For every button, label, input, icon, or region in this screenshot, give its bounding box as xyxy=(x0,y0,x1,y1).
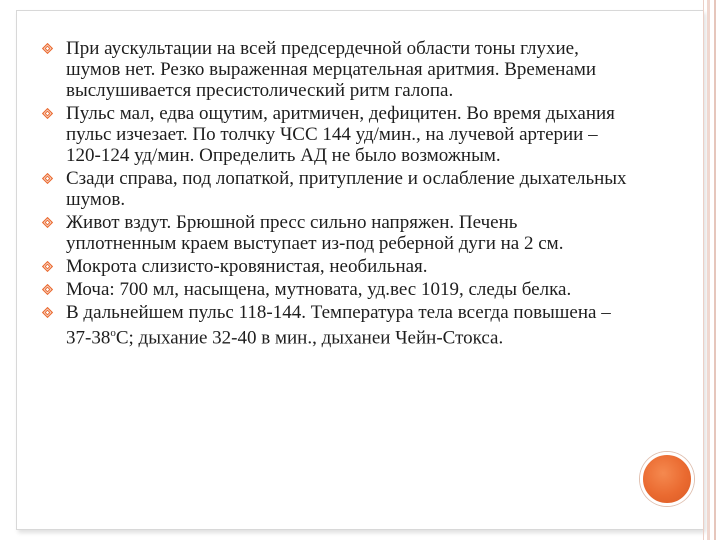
diamond-bullet-icon xyxy=(42,261,53,272)
diamond-bullet-icon xyxy=(42,307,53,318)
bullet-list xyxy=(42,38,632,350)
bullet-text: Пульс мал, едва ощутим, аритмичен, дефицитен. Во время дыхания пульс изчезает. По толчку ЧСС 144 уд/мин., на лучевой артерии – 120-124 уд/мин. Определить АД не было возможным. xyxy=(66,103,615,166)
bullet-text: Моча: 700 мл, насыщена, мутновата, уд.вес 1019, следы белка. xyxy=(66,279,572,300)
diamond-bullet-icon xyxy=(42,217,53,228)
bullet-text: При аускультации на всей предсердечной области тоны глухие, шумов нет. Резко выраженная мерцательная аритмия. Временами выслушивается пресистолический ритм галопа. xyxy=(66,38,597,101)
bullet-text xyxy=(66,302,632,348)
list-item xyxy=(42,168,632,210)
diamond-bullet-icon xyxy=(42,43,53,54)
list-item xyxy=(42,256,632,277)
decorative-orange-circle xyxy=(640,452,694,506)
bullet-text: Живот вздут. Брюшной пресс сильно напряжен. Печень уплотненным краем выступает из-под реберной дуги на 2 см. xyxy=(66,212,564,254)
degree-superscript: о xyxy=(110,327,116,339)
list-item xyxy=(42,103,632,166)
diamond-bullet-icon xyxy=(42,284,53,295)
list-item xyxy=(42,279,632,300)
bullet-text-part: С; дыхание 32-40 в мин., дыханеи Чейн-Стокса. xyxy=(115,327,504,349)
list-item xyxy=(42,302,632,348)
bullet-text-part: В дальнейшем пульс 118-144. Температура тела всегда повышена – 37-38 xyxy=(66,302,611,349)
bullet-text: Мокрота слизисто-кровянистая, необильная. xyxy=(66,256,428,277)
list-item xyxy=(42,38,632,101)
bullet-text: Сзади справа, под лопаткой, притупление и ослабление дыхательных шумов. xyxy=(66,168,627,210)
diamond-bullet-icon xyxy=(42,173,53,184)
decorative-edge-stripes xyxy=(698,0,720,540)
list-item xyxy=(42,212,632,254)
diamond-bullet-icon xyxy=(42,108,53,119)
